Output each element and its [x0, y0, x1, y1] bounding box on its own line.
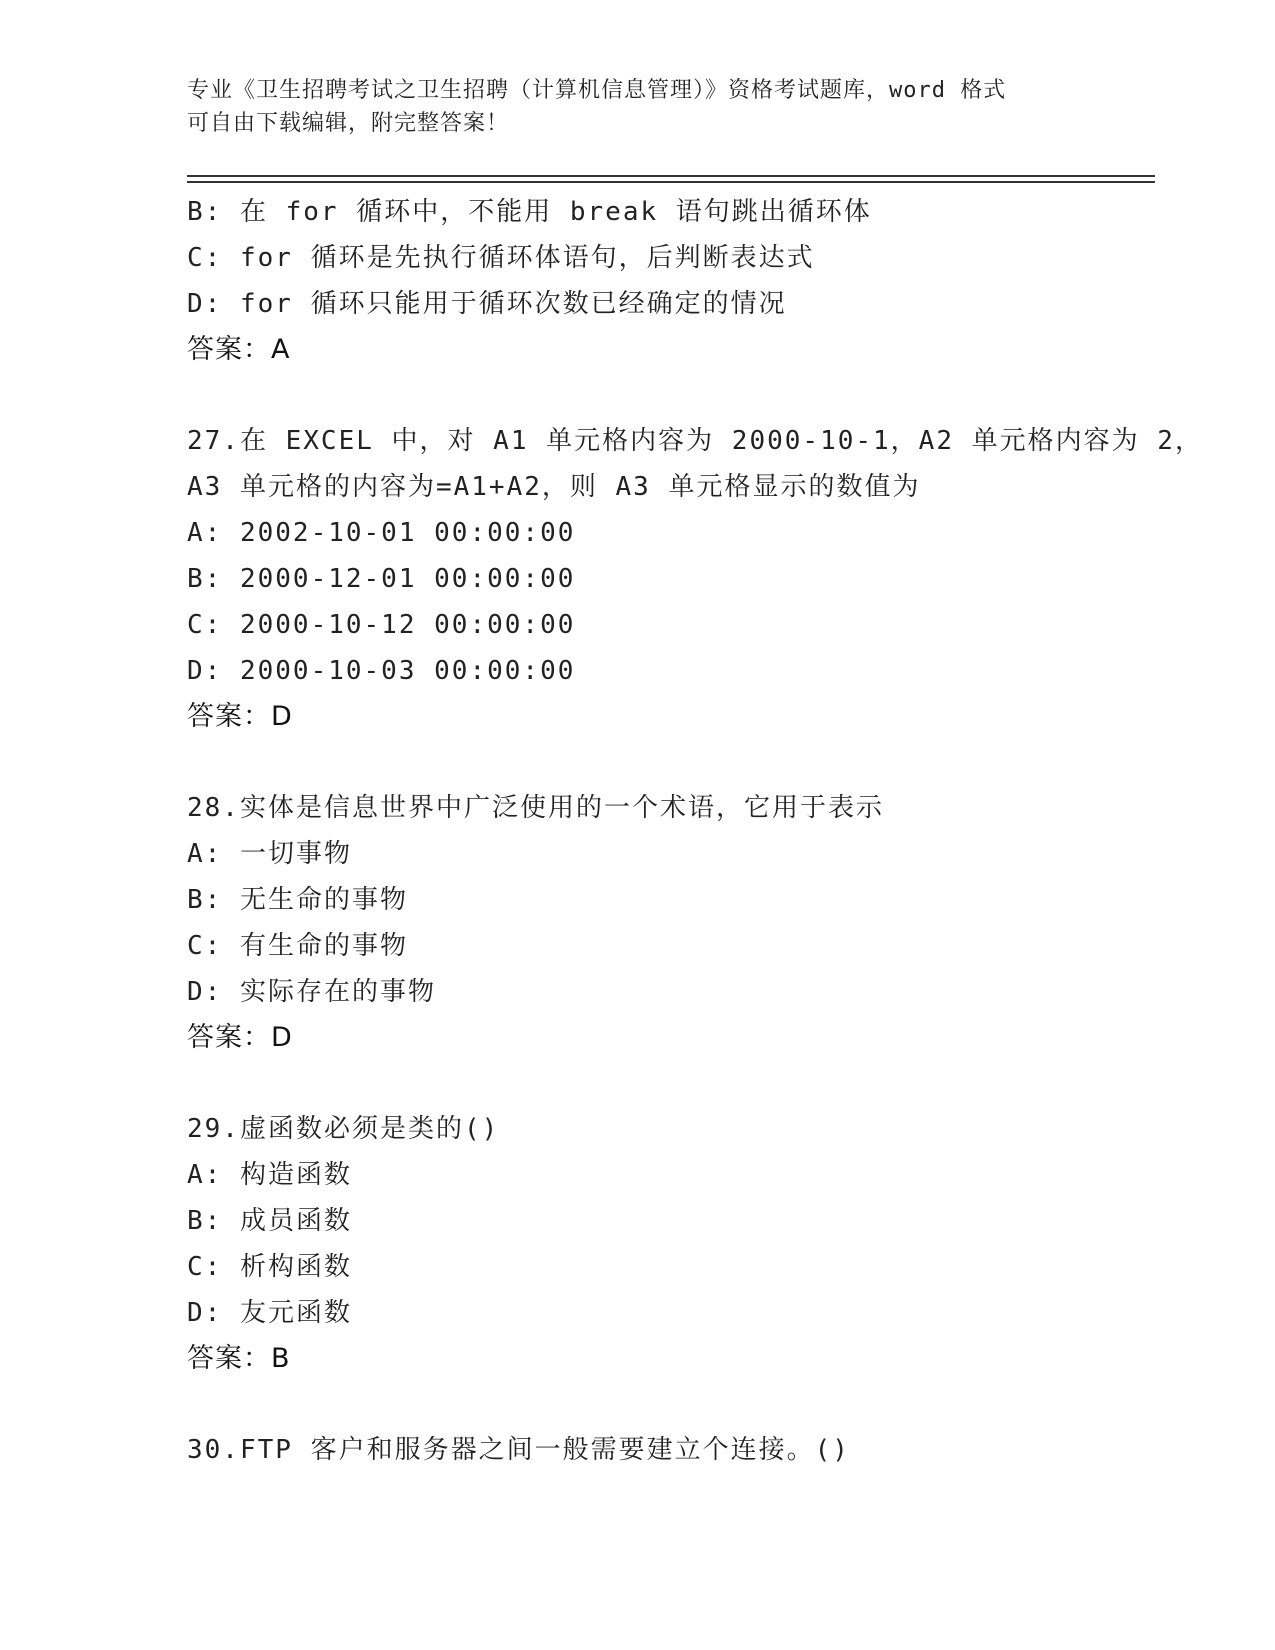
option-b: B: 2000-12-01 00:00:00 — [187, 564, 576, 594]
question-list — [187, 189, 1203, 1473]
document-header — [187, 74, 1087, 140]
question-stem: 27.在 EXCEL 中，对 A1 单元格内容为 2000-10-1，A2 单元格内容为 2， — [187, 426, 1203, 456]
option-c: C: 有生命的事物 — [187, 931, 408, 961]
option-d: D: 实际存在的事物 — [187, 977, 436, 1007]
header-divider-top — [187, 175, 1155, 177]
question-stem: 28.实体是信息世界中广泛使用的一个术语，它用于表示 — [187, 793, 884, 823]
option-d: D: for 循环只能用于循环次数已经确定的情况 — [187, 289, 787, 319]
question-stem: 30.FTP 客户和服务器之间一般需要建立个连接。() — [187, 1435, 850, 1465]
option-a: A: 一切事物 — [187, 839, 352, 869]
answer-line: 答案：B — [187, 1343, 291, 1374]
answer-line: 答案：A — [187, 334, 291, 365]
question-30 — [187, 1427, 1137, 1473]
question-stem: 29.虚函数必须是类的() — [187, 1114, 500, 1144]
option-b: B: 无生命的事物 — [187, 885, 408, 915]
spacer — [187, 1061, 1137, 1106]
question-29 — [187, 1106, 1137, 1382]
question-27 — [187, 418, 1203, 740]
header-divider-bottom — [187, 181, 1155, 183]
option-c: C: 析构函数 — [187, 1252, 352, 1282]
option-d: D: 2000-10-03 00:00:00 — [187, 656, 576, 686]
answer-line: 答案：D — [187, 1022, 293, 1053]
option-a: A: 构造函数 — [187, 1160, 352, 1190]
spacer — [187, 1382, 1137, 1427]
header-title-line-2: 可自由下载编辑，附完整答案！ — [187, 111, 510, 136]
option-c: C: for 循环是先执行循环体语句，后判断表达式 — [187, 243, 815, 273]
option-c: C: 2000-10-12 00:00:00 — [187, 610, 576, 640]
answer-line: 答案：D — [187, 701, 293, 732]
option-a: A: 2002-10-01 00:00:00 — [187, 518, 576, 548]
spacer — [187, 740, 1137, 785]
question-28 — [187, 785, 1137, 1061]
question-26-continued — [187, 189, 1137, 373]
option-b: B: 成员函数 — [187, 1206, 352, 1236]
option-b: B: 在 for 循环中，不能用 break 语句跳出循环体 — [187, 197, 872, 227]
option-d: D: 友元函数 — [187, 1298, 352, 1328]
question-stem-continued: A3 单元格的内容为=A1+A2，则 A3 单元格显示的数值为 — [187, 472, 921, 502]
header-title-line-1: 专业《卫生招聘考试之卫生招聘（计算机信息管理）》资格考试题库，word 格式 — [187, 78, 1007, 103]
spacer — [187, 373, 1137, 418]
